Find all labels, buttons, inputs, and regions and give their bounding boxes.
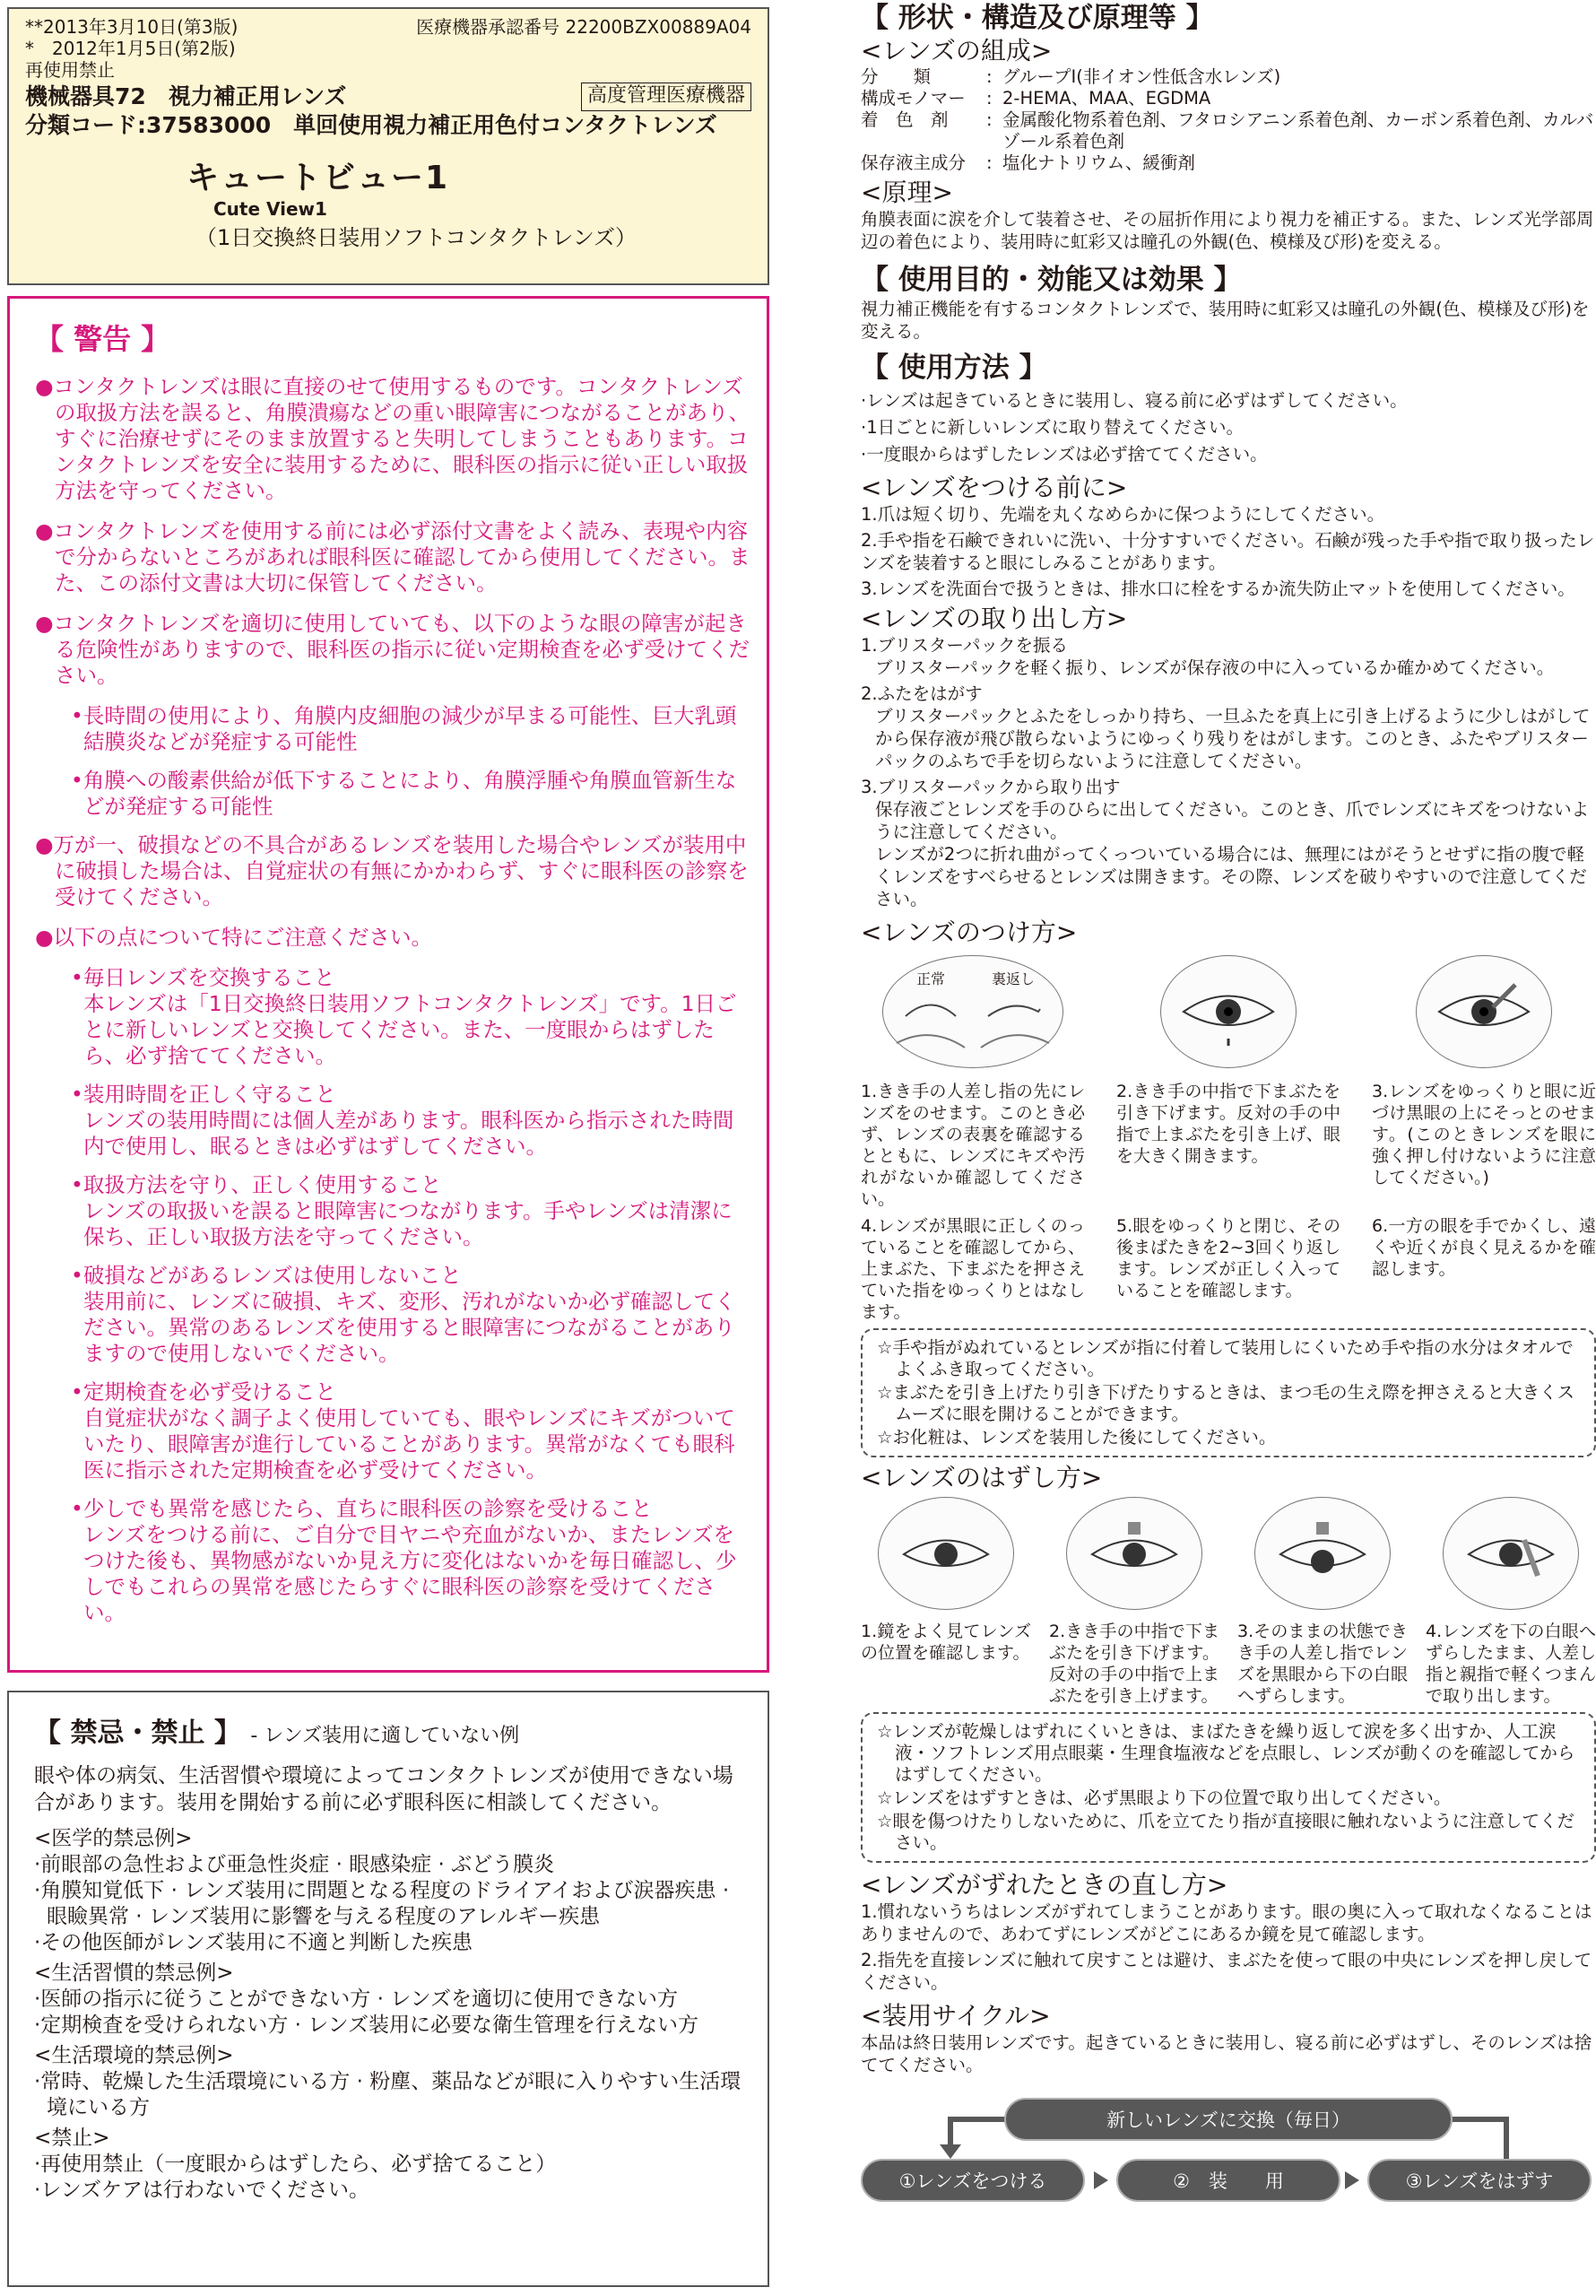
contra-item: ·前眼部の急性および亜急性炎症 · 眼感染症 · ぶどう膜炎 [34,1853,555,1876]
shift-title: <レンズがずれたときの直し方> [861,1870,1228,1900]
remove-figure [1237,1497,1408,1617]
wear-notes-box [861,1328,1596,1457]
category-title: <生活環境的禁忌例> [34,2044,234,2067]
cycle-step-wear-on: ①レンズをつける [861,2159,1085,2202]
usage-item: ·1日ごとに新しいレンズに取り替えてください。 [861,417,1245,438]
wear-step: 1.きき手の人差し指の先にレンズをのせます。このとき必ず、レンズの表裏を確認するとともに、レンズにキズや汚れがないか確認してください。 [861,1082,1085,1209]
before-step: 2.手や指を石鹸できれいに洗い、十分すすいでください。石鹸が残った手や指で取り扱ったレンズを装着すると眼にしみることがあります。 [861,530,1595,573]
risk-item: •長時間の使用により、角膜内皮細胞の減少が早まる可能性、巨大乳頭結膜炎などが発症する可能性 [71,703,737,754]
warning-title: 【 警告 】 [35,322,170,356]
remove-step: 4.レンズを下の白眼へずらしたまま、人差し指と親指で軽くつまんで取り出します。 [1426,1622,1596,1706]
shift-step: 2.指先を直接レンズに触れて戻すことは避け、まぶたを使って眼の中央にレンズを押し戻してください。 [861,1950,1592,1993]
takeout-step-head: 2.ふたをはがす [861,683,983,704]
left-column [0,0,789,2296]
warning-item: ●コンタクトレンズを適切に使用していても、以下のような眼の障害が起きる危険性がありますので、眼科医の指示に従い定期検査を必ず受けてください。 [35,611,750,688]
warning-item: ●以下の点について特にご注意ください。 [35,925,433,950]
cycle-step-replace: 新しいレンズに交換（毎日） [1004,2098,1453,2141]
category-title: <生活習慣的禁忌例> [34,1961,234,1985]
wear-step: 5.眼をゆっくりと閉じ、その後まばたきを2~3回くり返します。レンズが正しく入っていることを確認します。 [1116,1216,1340,1300]
cycle-title: <装用サイクル> [861,2001,1051,2031]
before-title: <レンズをつける前に> [861,473,1128,502]
usage-section-title: 【 使用方法 】 [861,352,1047,384]
caution-point [71,1496,750,1626]
contra-item: ·常時、乾燥した生活環境にいる方 · 粉塵、薬品などが眼に入りやすい生活環境にいる方 [34,2070,742,2119]
remove-step: 1.鏡をよく見てレンズの位置を確認します。 [861,1622,1031,1663]
caution-point-head: •毎日レンズを交換すること [71,965,335,990]
takeout-step-head: 1.ブリスターパックを振る [861,635,1068,656]
caution-point [71,965,750,1069]
contra-item: ·レンズケアは行わないでください。 [34,2179,370,2202]
remove-title: <レンズのはずし方> [861,1463,1103,1492]
caution-point-head: •少しでも異常を感じたら、直ちに眼科医の診察を受けること [71,1496,653,1521]
principle-text: 角膜表面に涙を介して装着させ、その屈折作用により視力を補正する。また、レンズ光学部周辺の着色により、装用時に虹彩又は瞳孔の外観(色、模様及び形)を変える。 [861,209,1594,252]
wear-title: <レンズのつけ方> [861,918,1078,947]
wear-step: 2.きき手の中指で下まぶたを引き下げます。反対の手の中指で上まぶたを引き上げ、眼を大きく開きます。 [1116,1082,1340,1166]
shape-section-title: 【 形状・構造及び原理等 】 [861,2,1214,34]
classification-code: 分類コード:37583000 単回使用視力補正用色付コンタクトレンズ [25,112,717,138]
remove-steps-row [861,1621,1596,1707]
takeout-title: <レンズの取り出し方> [861,604,1128,633]
caution-point [71,1379,750,1483]
takeout-step-head: 3.ブリスターパックから取り出す [861,777,1121,797]
remove-figures [861,1497,1596,1617]
eye-illustration [1416,955,1552,1068]
warning-item: ●コンタクトレンズは眼に直接のせて使用するものです。コンタクトレンズの取扱方法を誤ると、角膜潰瘍などの重い眼障害につながることがあり、すぐに治療せずにそのまま放置すると失明してしまうこともあります。コンタクトレンズを安全に装用するために、眼科医の指示に従い正しい取扱方法を守ってください。 [35,374,750,503]
remove-figure [1049,1497,1219,1617]
contra-item: ·角膜知覚低下 · レンズ装用に問題となる程度のドライアイおよび涙器疾患 · 眼瞼異常 · レンズ装用に影響を与える程度のアレルギー疾患 [34,1879,730,1928]
composition-title: <レンズの組成> [861,36,1053,65]
caution-point-body: 装用前に、レンズに破損、キズ、変形、汚れがないか必ず確認してください。異常のあるレンズを使用すると眼障害につながることがありますので使用しないでください。 [83,1289,736,1366]
composition-table: 分 類 : グループⅠ(非イオン性低含水レンズ) 構成モノマー : 2-HEMA、MAA、EGDMA 着 色 剤 : 金属酸化物系着色剤、フタロシアニン系着色剤、カーボン系着色剤、カルバゾール系着色剤 保存液主成分 : 塩化ナトリウム、緩衝剤 [861,66,1594,173]
contra-item: ·その他医師がレンズ装用に不適と判断した疾患 [34,1931,473,1954]
caution-point-body: 自覚症状がなく調子よく使用していても、眼やレンズにキズがついていたり、眼障害が進行していることがあります。異常がなくても眼科医に指示された定期検査を必ず受けてください。 [83,1405,735,1483]
remove-figure [1426,1497,1596,1617]
caution-point-body: 本レンズは「1日交換終日装用ソフトコンタクトレンズ」です。1日ごとに新しいレンズと交換してください。また、一度眼からはずしたら、必ず捨ててください。 [83,991,737,1068]
warning-box [7,296,769,1673]
caution-point [71,1263,750,1367]
wear-step: 3.レンズをゆっくりと眼に近づけ黒眼の上にそっとのせます。(このときレンズを眼に強く押し付けないように注意してください。) [1372,1082,1596,1187]
wear-step: 4.レンズが黒眼に正しくのっていることを確認してから、上まぶた、下まぶたを押さえていた指をゆっくりとはなします。 [861,1216,1085,1322]
wear-note: ☆まぶたを引き上げたり引き下げたりするときは、まつ毛の生え際を押さえると大きくスムーズに眼を開けることができます。 [877,1382,1574,1424]
wear-figure [1116,955,1340,1075]
purpose-text: 視力補正機能を有するコンタクトレンズで、装用時に虹彩又は瞳孔の外観(色、模様及び形)を変える。 [861,299,1590,342]
caution-point [71,1082,750,1160]
product-name: キュートビュー1 [186,160,450,196]
wear-figure [861,955,1085,1075]
wear-step: 6.一方の眼を手でかくし、遠くや近くが良く見えるかを確認します。 [1372,1216,1596,1279]
wear-cycle-diagram [861,2094,1596,2202]
cycle-step-use: ② 装 用 [1116,2159,1340,2202]
wear-figures [861,955,1596,1075]
warning-item: ●コンタクトレンズを使用する前には必ず添付文書をよく読み、表現や内容で分からないところがあれば眼科医に確認してから使用してください。また、この添付文書は大切に保管してください。 [35,518,750,596]
category-title: <禁止> [34,2126,110,2150]
management-class-badge: 高度管理医療機器 [581,83,751,111]
takeout-step-body: ブリスターパックを軽く振り、レンズが保存液の中に入っているか確かめてください。 [875,657,1555,678]
remove-note: ☆レンズをはずすときは、必ず黒眼より下の位置で取り出してください。 [877,1787,1452,1808]
revision-line-2: * 2012年1月5日(第2版) [25,38,236,59]
product-header-box [7,7,769,285]
normal-label: 正常 [915,970,946,987]
principle-title: <原理> [861,178,953,207]
usage-item: ·レンズは起きているときに装用し、寝る前に必ずはずしてください。 [861,390,1408,411]
eye-illustration [1160,955,1297,1068]
contra-item: ·再使用禁止（一度眼からはずしたら、必ず捨てること） [34,2152,557,2176]
contra-item: ·定期検査を受けられない方 · レンズ装用に必要な衛生管理を行えない方 [34,2013,698,2037]
caution-point-head: •取扱方法を守り、正しく使用すること [71,1172,442,1197]
takeout-step-body: 保存液ごとレンズを手のひらに出してください。このとき、爪でレンズにキズをつけないように注意してください。 レンズが2つに折れ曲がってくっついている場合には、無理にはがそうとせずに指の腹で軽くレンズをすべらせるとレンズは開きます。その際、レンズを破りやすいので注意してください。 [875,799,1590,909]
eye-illustration [878,1497,1014,1610]
caution-point-head: •定期検査を必ず受けること [71,1379,336,1405]
warning-item: ●万が一、破損などの不具合があるレンズを装用した場合やレンズが装用中に破損した場合は、自覚症状の有無にかかわらず、すぐに眼科医の診察を受けてください。 [35,832,749,909]
remove-notes-box [861,1712,1596,1863]
product-name-en: Cute View1 [213,198,327,220]
caution-point-head: •装用時間を正しく守ること [71,1082,336,1107]
caution-point-head: •破損などがあるレンズは使用しないこと [71,1263,462,1288]
lens-orientation-illustration [882,955,1063,1068]
remove-note: ☆眼を傷つけたりしないために、爪を立てたり指が直接眼に触れないように注意してください。 [877,1811,1574,1853]
approval-number: 医療機器承認番号 22200BZX00889A04 [416,16,751,38]
eye-illustration [1254,1497,1391,1610]
wear-steps-row-1 [861,1081,1596,1210]
contraindication-intro: 眼や体の病気、生活習慣や環境によってコンタクトレンズが使用できない場合があります。装用を開始する前に必ず眼科医に相談してください。 [34,1764,733,1814]
caution-point-body: レンズの取扱いを誤ると眼障害につながります。手やレンズは清潔に保ち、正しい取扱方法を守ってください。 [83,1198,733,1249]
reuse-prohibited: 再使用禁止 [25,59,115,81]
contra-item: ·医師の指示に従うことができない方 · レンズを適切に使用できない方 [34,1987,678,2011]
before-step: 1.爪は短く切り、先端を丸くなめらかに保つようにしてください。 [861,504,1385,525]
wear-note: ☆お化粧は、レンズを装用した後にしてください。 [877,1427,1277,1448]
remove-step: 3.そのままの状態できき手の人差し指でレンズを黒眼から下の白眼へずらします。 [1237,1622,1409,1706]
wear-figure [1372,955,1596,1075]
caution-point-body: レンズをつける前に、ご自分で目ヤニや充血がないか、またレンズをつけた後も、異物感がないか見え方に変化はないかを毎日確認し、少しでもこれらの異常を感じたらすぐに眼科医の診察を受けてください。 [83,1522,737,1625]
cycle-step-remove: ③レンズをはずす [1367,2159,1592,2202]
product-type: （1日交換終日装用ソフトコンタクトレンズ） [195,225,638,250]
eye-illustration [1066,1497,1202,1610]
shift-step: 1.慣れないうちはレンズがずれてしまうことがあります。眼の奥に入って取れなくなることはありませんので、あわてずにレンズがどこにあるか鏡を見て確認します。 [861,1901,1592,1944]
wear-note: ☆手や指がぬれているとレンズが指に付着して装用しにくいため手や指の水分はタオルでよくふき取ってください。 [877,1337,1574,1379]
remove-note: ☆レンズが乾燥しはずれにくいときは、まばたきを繰り返して涙を多く出すか、人工涙液・ソフトレンズ用点眼薬・生理食塩液などを点眼し、レンズが動くのを確認してからはずしてください。 [877,1721,1575,1785]
wear-steps-row-2 [861,1215,1596,1323]
inverted-label: 裏返し [991,970,1036,987]
caution-point [71,1172,750,1250]
purpose-section-title: 【 使用目的・効能又は効果 】 [861,264,1242,296]
before-step: 3.レンズを洗面台で扱うときは、排水口に栓をするか流失防止マットを使用してください。 [861,578,1575,599]
remove-step: 2.きき手の中指で下まぶたを引き下げます。反対の手の中指で上まぶたを引き上げます。 [1049,1622,1220,1706]
cycle-text: 本品は終日装用レンズです。起きているときに装用し、寝る前に必ずはずし、そのレンズは捨ててください。 [861,2032,1592,2075]
category-title: <医学的禁忌例> [34,1827,193,1850]
remove-figure [861,1497,1031,1617]
eye-illustration [1443,1497,1579,1610]
contraindication-title: 【 禁忌・禁止 】 - レンズ装用に適していない例 [34,1718,520,1749]
caution-point-body: レンズの装用時間には個人差があります。眼科医から指示された時間内で使用し、眠るときは必ずはずしてください。 [83,1108,734,1159]
contraindication-box [7,1691,769,2287]
right-column [861,0,1596,2296]
usage-item: ·一度眼からはずしたレンズは必ず捨ててください。 [861,444,1268,465]
revision-line-1: **2013年3月10日(第3版) [25,16,239,38]
risk-item: •角膜への酸素供給が低下することにより、角膜浮腫や角膜血管新生などが発症する可能性 [71,768,737,819]
takeout-step-body: ブリスターパックとふたをしっかり持ち、一旦ふたを真上に引き上げるように少しはがしてから保存液が飛び散らないようにゆっくり残りをはがします。このとき、ふたやブリスターパックのふちで手を切らないように注意してください。 [875,706,1591,771]
device-class: 機械器具72 視力補正用レンズ [25,83,347,109]
